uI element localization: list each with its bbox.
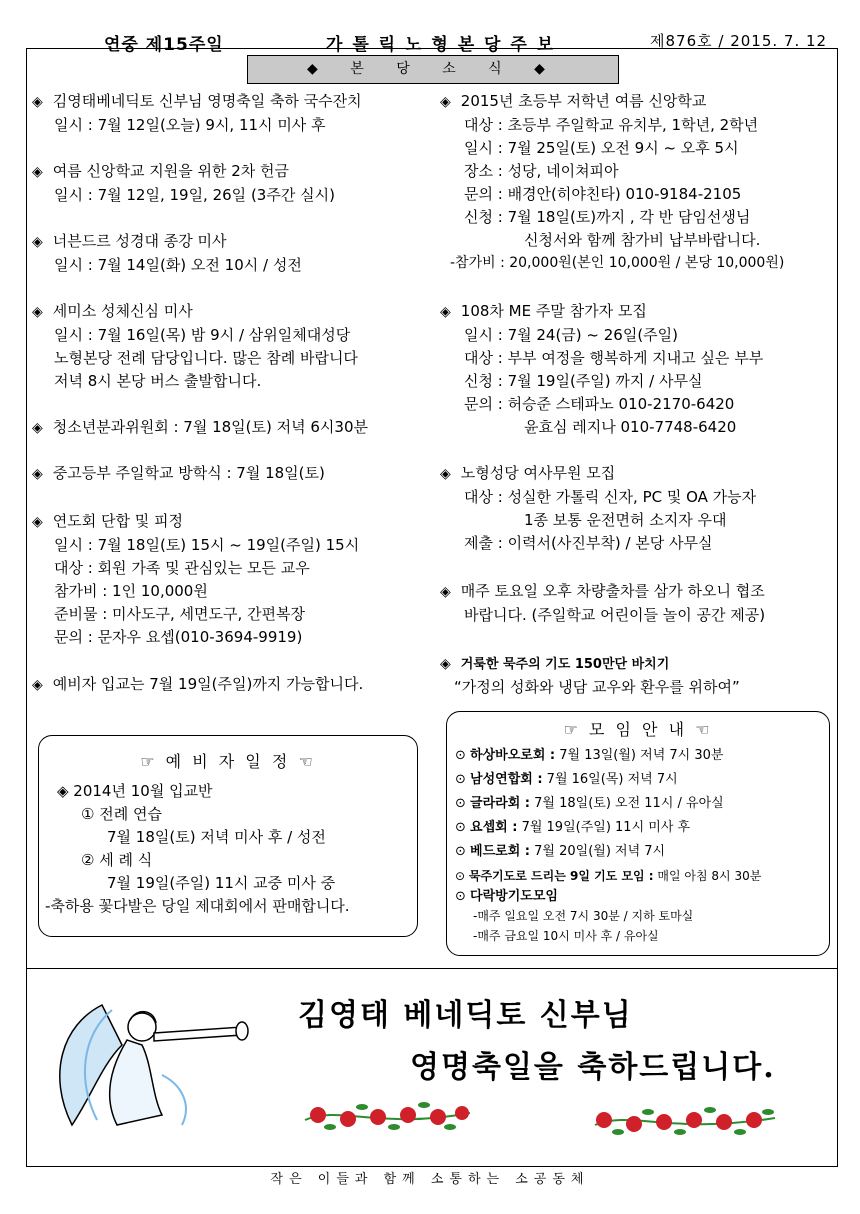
diamond-icon: ◈ — [32, 420, 43, 436]
diamond-icon: ◈ — [32, 466, 43, 482]
diamond-icon: ◈ — [32, 514, 43, 530]
diamond-icon: ◈ — [32, 164, 43, 180]
catechumen-schedule-box — [38, 735, 418, 937]
diamond-icon: ◈ — [440, 304, 451, 320]
meeting-sub: -매주 금요일 10시 미사 후 / 유아실 — [473, 929, 659, 943]
catechumen-step: ② 세 례 식 — [81, 851, 153, 869]
rose-garland-left — [300, 1095, 475, 1135]
notice-r4: ◈ 매주 토요일 오후 차량출차를 삼가 하오니 협조 바랍니다. (주일학교 어린이들 놀이 공간 제공) — [440, 582, 766, 624]
notice-r2: ◈ 108차 ME 주말 참가자 모집 일시 : 7월 24(금) ~ 26일(주일) 대상 : 부부 여정을 행복하게 지내고 싶은 부부 신청 : 7월 19일(주일) 까지 / 사무실 문의 : 허승준 스테파노 010-2170-6420 윤효심 레지나 010-7748-6420 — [440, 302, 764, 436]
footer-motto: 작은 이들과 함께 소통하는 소공동체 — [270, 1172, 590, 1187]
diamond-icon: ◈ — [440, 584, 451, 600]
catechumen-note: -축하용 꽃다발은 당일 제대회에서 판매합니다. — [45, 897, 350, 915]
meeting-sub: -매주 일요일 오전 7시 30분 / 지하 토마실 — [473, 909, 694, 923]
section-banner: ◆ 본 당 소 식 ◆ — [247, 55, 619, 84]
diamond-icon: ◈ — [440, 656, 451, 672]
week-label: 연중 제15주일 — [104, 35, 224, 55]
meetings-box — [446, 711, 830, 956]
feast-title-line1: 김영태 베네딕토 신부님 — [298, 998, 633, 1033]
meeting-item: ⊙ 하상바오로회 : 7월 13일(월) 저녁 7시 30분 — [455, 748, 724, 763]
notice-2: ◈ 여름 신앙학교 지원을 위한 2차 헌금 일시 : 7월 12일, 19일, 26일 (3주간 실시) — [32, 162, 335, 204]
meetings-title: ☞ 모 임 안 내 ☜ — [563, 720, 713, 739]
diamond-icon: ◈ — [32, 304, 43, 320]
notice-4: ◈ 세미소 성체신심 미사 일시 : 7월 16일(목) 밤 9시 / 삼위일체대성당 노형본당 전례 담당입니다. 많은 참례 바랍니다 저녁 8시 본당 버스 출발합니다. — [32, 302, 358, 390]
rose-garland-right — [590, 1100, 780, 1140]
notice-1: ◈ 김영태베네딕토 신부님 영명축일 축하 국수잔치 일시 : 7월 12일(오늘) 9시, 11시 미사 후 — [32, 92, 362, 134]
diamond-icon: ◈ — [440, 94, 451, 110]
meeting-item: ⊙ 요셉회 : 7월 19일(주일) 11시 미사 후 — [455, 820, 691, 835]
notice-6: ◈ 중고등부 주일학교 방학식 : 7월 18일(토) — [32, 462, 325, 486]
catechumen-step: ① 전례 연습 — [81, 805, 162, 823]
catechumen-step-detail: 7월 19일(주일) 11시 교중 미사 중 — [107, 874, 336, 892]
meeting-item: ⊙ 묵주기도로 드리는 9일 기도 모임 : 매일 아침 8시 30분 — [455, 869, 762, 883]
catechumen-title: ☞ 예 비 자 일 정 ☜ — [140, 752, 316, 771]
diamond-icon: ◈ — [440, 466, 451, 482]
paper-title: 가 톨 릭 노 형 본 당 주 보 — [326, 35, 556, 55]
diamond-icon: ◈ — [32, 677, 43, 693]
catechumen-step-detail: 7월 18일(토) 저녁 미사 후 / 성전 — [107, 828, 326, 846]
feast-title-line2: 영명축일을 축하드립니다. — [410, 1050, 776, 1085]
notice-8: ◈ 예비자 입교는 7월 19일(주일)까지 가능합니다. — [32, 673, 363, 697]
meeting-item: ⊙ 남성연합회 : 7월 16일(목) 저녁 7시 — [455, 772, 678, 787]
meeting-item: ⊙ 베드로회 : 7월 20일(월) 저녁 7시 — [455, 844, 666, 859]
section-divider — [26, 968, 837, 969]
diamond-icon: ◈ — [32, 94, 43, 110]
meeting-item: ⊙ 다락방기도모임 — [455, 889, 558, 904]
diamond-icon: ◈ — [32, 234, 43, 250]
meeting-item: ⊙ 글라라회 : 7월 18일(토) 오전 11시 / 유아실 — [455, 796, 724, 811]
notice-7: ◈ 연도회 단합 및 피정 일시 : 7월 18일(토) 15시 ~ 19일(주일) 15시 대상 : 회원 가족 및 관심있는 모든 교우 참가비 : 1인 10,000원 준비물 : 미사도구, 세면도구, 간편복장 문의 : 문자우 요셉(010-3694-9919) — [32, 512, 360, 646]
notice-r3: ◈ 노형성당 여사무원 모집 대상 : 성실한 가톨릭 신자, PC 및 OA 가능자 1종 보통 운전면허 소지자 우대 제출 : 이력서(사진부착) / 본당 사무실 — [440, 464, 757, 552]
issue-number: 제876호 / 2015. 7. 12 — [650, 32, 828, 50]
notice-r1: ◈ 2015년 초등부 저학년 여름 신앙학교 대상 : 초등부 주일학교 유치부, 1학년, 2학년 일시 : 7월 25일(토) 오전 9시 ~ 오후 5시 장소 : 성당, 네이쳐피아 문의 : 배경안(히야친타) 010-9184-2105 신청 : 7월 18일(토)까지 , 각 반 담임선생님 신청서와 함께 참가비 납부바랍니다. -참가비 : 20,000원(본인 10,000원 / 본당 10,000원) — [440, 92, 785, 271]
meetings-list — [447, 744, 829, 946]
notice-3: ◈ 너븐드르 성경대 종강 미사 일시 : 7월 14일(화) 오전 10시 / 성전 — [32, 232, 302, 274]
notice-r5: ◈ 거룩한 묵주의 기도 150만단 바치기 “가정의 성화와 냉담 교우와 환우를 위하여” — [440, 652, 740, 699]
notice-5: ◈ 청소년분과위원회 : 7월 18일(토) 저녁 6시30분 — [32, 416, 368, 440]
catechumen-class: ◈ 2014년 10월 입교반 — [57, 782, 213, 800]
angel-illustration — [42, 985, 252, 1135]
